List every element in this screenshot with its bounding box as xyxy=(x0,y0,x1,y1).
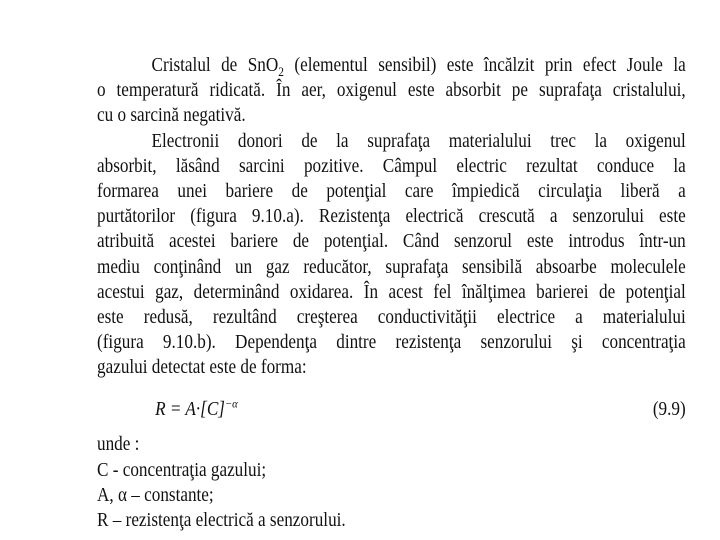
text-line: formarea unei bariere de potenţial care împiedică circulaţia liberă a xyxy=(97,180,686,202)
text-line: Cristalul de SnO$_2$ (elementul sensibil) este încălzit prin efect Joule la xyxy=(151,55,686,79)
text-line: cu o sarcină negativă. xyxy=(97,105,246,127)
equation xyxy=(97,397,686,422)
equation-formula: $R = A\cdot[C]^{-\alpha}$ xyxy=(155,396,238,421)
equation-number: (9.9) xyxy=(652,399,686,421)
text-line: atribuită acestei bariere de potenţial. Când senzorul este introdus într-un xyxy=(97,231,686,253)
text-line: purtătorilor (figura 9.10.a). Rezistenţa electrică crescută a senzorului este xyxy=(97,206,686,228)
definition-item: C - concentraţia gazului; xyxy=(97,459,267,481)
text-line: absorbit, lăsând sarcini pozitive. Câmpul electric rezultat conduce la xyxy=(97,155,686,177)
text-line: gazului detectat este de forma: xyxy=(97,357,307,379)
definition-item: A, α – constante; xyxy=(97,484,214,506)
text-line: mediu conţinând un gaz reducător, suprafaţa sensibilă absoarbe moleculele xyxy=(97,256,686,278)
text-line: Electronii donori de la suprafaţa materialului trec la oxigenul xyxy=(151,130,686,152)
text-line: este redusă, rezultând creşterea conductivităţii electrice a materialului xyxy=(97,306,686,328)
definitions-intro: unde : xyxy=(97,434,140,456)
text-line: acestui gaz, determinând oxidarea. În acest fel înălţimea barierei de potenţial xyxy=(97,281,686,303)
definition-item: R – rezistenţa electrică a senzorului. xyxy=(97,510,346,531)
text-line: (figura 9.10.b). Dependenţa dintre rezistenţa senzorului şi concentraţia xyxy=(97,332,686,354)
document-page xyxy=(97,53,686,533)
text-line: o temperatură ridicată. În aer, oxigenul este absorbit pe suprafaţa cristalului, xyxy=(97,80,686,102)
